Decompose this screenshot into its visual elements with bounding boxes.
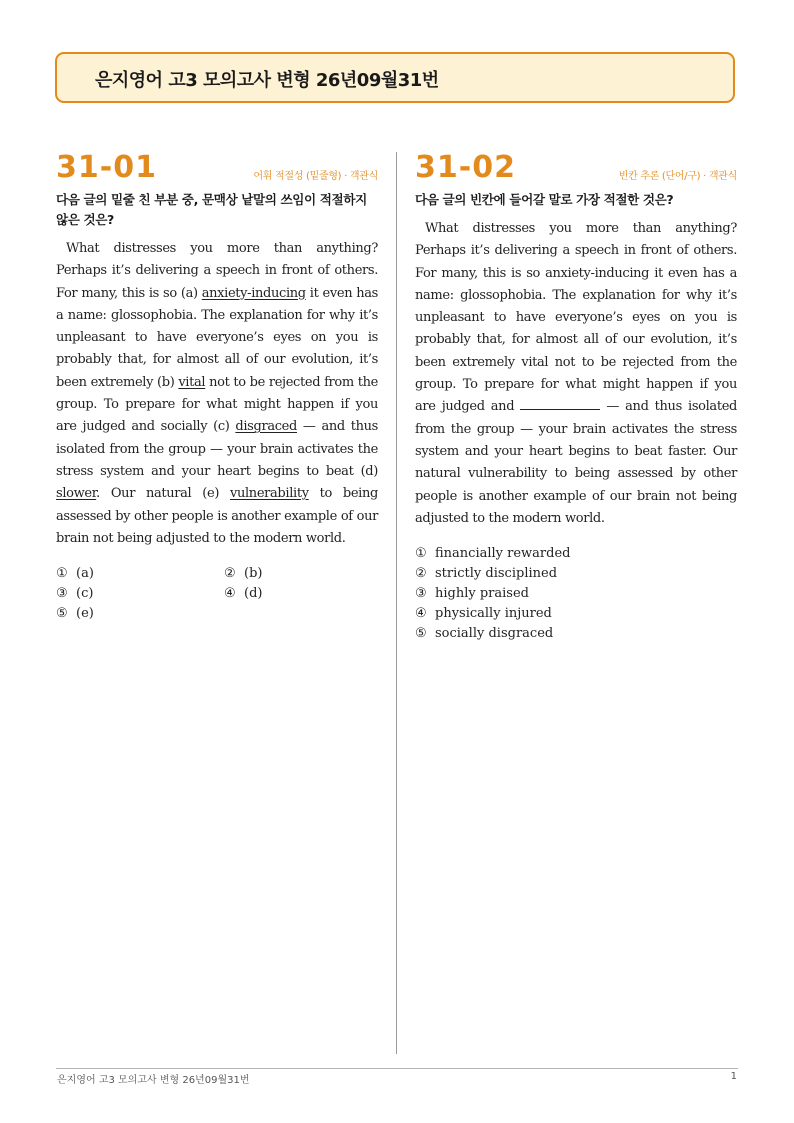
choice-4[interactable] [415,604,737,624]
footer-divider [56,1068,738,1069]
choice-2[interactable] [415,564,737,584]
choice-1[interactable] [56,564,224,584]
choice-3[interactable] [415,584,737,604]
question-number: 31-01 [56,150,157,185]
choice-text: socially disgraced [435,626,554,642]
answer-choices [56,564,378,624]
choice-5[interactable] [56,604,224,624]
choice-mark: ③ [415,586,427,602]
header-banner [55,52,735,103]
passage [56,238,378,550]
choice-text: (a) [76,566,94,582]
choice-1[interactable] [415,544,737,564]
question-type: 어휘 적절성 (밑줄형) · 객관식 [253,171,378,182]
question-header [56,150,378,190]
choice-text: strictly disciplined [435,566,558,582]
choice-mark: ③ [56,586,68,602]
question-31-01 [56,150,378,624]
choice-mark: ② [224,566,236,582]
choice-mark: ⑤ [56,606,68,622]
passage-text: — and thus isolated from the group — your brain activates the stress system and your heart begins to beat faster. Our natural vulnerability to being assessed by other people is another example of our brain not being adjusted to the modern world. [415,399,738,526]
passage-text: What distresses you more than anything? Perhaps it’s delivering a speech in front of others. For many, this is so (a) [56,241,378,301]
choice-3[interactable] [56,584,224,604]
choice-text: (b) [244,566,263,582]
underlined-word-b: vital [178,374,206,390]
passage-text: to being assessed by other people is another example of our brain not being adjusted to the modern world. [56,486,378,546]
underlined-word-a: anxiety-inducing [201,285,306,301]
question-header [415,150,737,190]
underlined-word-d: slower [56,486,97,502]
answer-blank [520,397,600,410]
column-divider [396,152,397,1054]
choice-5[interactable] [415,624,737,644]
question-type: 빈칸 추론 (단어/구) · 객관식 [618,171,737,182]
choice-text: (c) [76,586,94,602]
page-title: 은지영어 고3 모의고사 변형 26년09월31번 [95,70,439,91]
choice-4[interactable] [224,584,374,604]
answer-choices [415,544,737,644]
choice-text: highly praised [435,586,529,602]
passage-text: — and thus isolated from the group — your brain activates the stress system and your heart begins to beat (d) [56,419,378,479]
choice-text: (e) [76,606,94,622]
choice-text: (d) [244,586,263,602]
underlined-word-e: vulnerability [229,486,309,502]
passage-text: What distresses you more than anything? Perhaps it’s delivering a speech in front of others. For many, this is so anxiety-inducing it even has a name: glossophobia. The explanation for why it’s unpleasant to have everyone’s eyes on you is probably that, for almost all of our evolution, it’s been extremely vital not to be rejected from the group. To prepare for what might happen if you are judged and [415,221,737,415]
question-prompt: 다음 글의 밑줄 친 부분 중, 문맥상 낱말의 쓰임이 적절하지 않은 것은? [56,192,367,227]
choice-text: physically injured [435,606,552,622]
question-number: 31-02 [415,150,516,185]
question-31-02 [415,150,737,644]
footer-title: 은지영어 고3 모의고사 변형 26년09월31번 [57,1075,250,1086]
underlined-word-c: disgraced [235,419,297,435]
choice-text: financially rewarded [435,546,571,562]
passage-text: . Our natural (e) [96,486,230,502]
passage [415,218,737,530]
choice-mark: ④ [224,586,236,602]
choice-2[interactable] [224,564,374,584]
choice-mark: ① [56,566,68,582]
choice-mark: ④ [415,606,427,622]
page-number: 1 [730,1071,737,1082]
choice-mark: ① [415,546,427,562]
passage-text: it even has a name: glossophobia. The explanation for why it’s unpleasant to have everyone’s eyes on you is probably that, for almost all of our evolution, it’s been extremely (b) [56,285,378,390]
choice-mark: ⑤ [415,626,427,642]
passage-text: not to be rejected from the group. To prepare for what might happen if you are judged and socially (c) [56,374,378,435]
question-prompt: 다음 글의 빈칸에 들어갈 말로 가장 적절한 것은? [415,192,674,207]
choice-mark: ② [415,566,427,582]
